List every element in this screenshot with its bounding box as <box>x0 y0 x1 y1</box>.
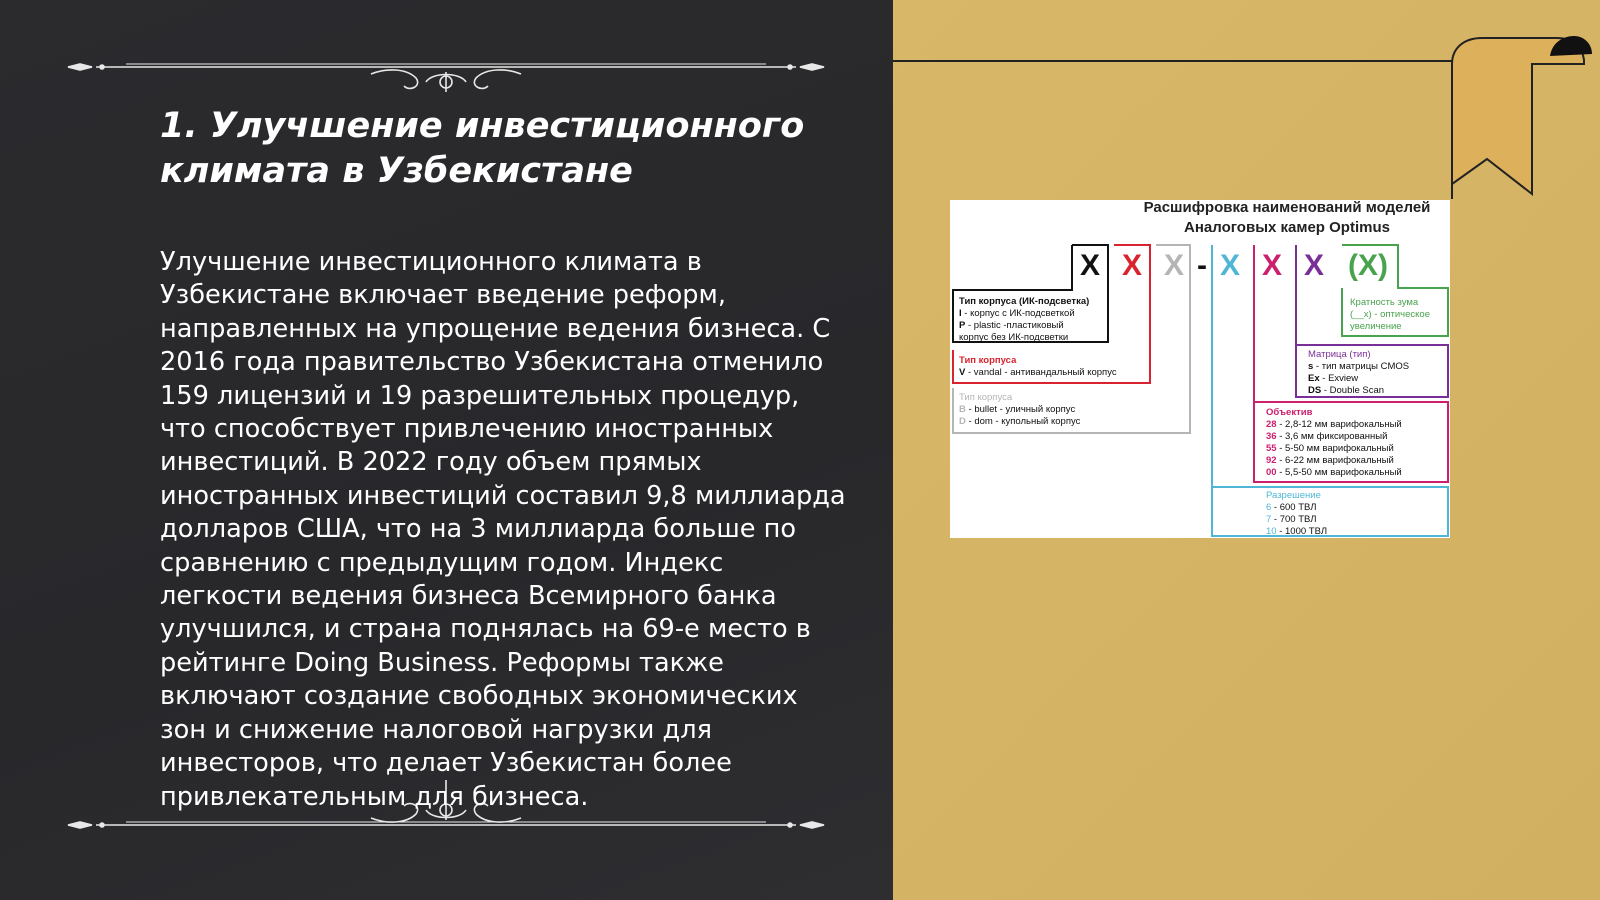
legend-shape-item: D - dom - купольный корпус <box>959 416 1081 427</box>
slide-body-text: Улучшение инвестиционного климата в Узбекистане включает введение реформ, направленных на упрощение ведения бизнеса. С 2016 года правительство Узбекистана отменило 159 лицензий и 19 разрешительных процедур, что способствует привлечению иностранных инвестиций. В 2022 году объем прямых иностранных инвестиций составил 9,8 миллиарда долларов США, что на 3 миллиарда больше по сравнению с предыдущим годом. Индекс легкости ведения бизнеса Всемирного банка улучшился, и страна поднялась на 69-е место в рейтинге Doing Business. Реформы также включают создание свободных экономических зон и снижение налоговой нагрузки для инвесторов, что делает Узбекистан более привлекательным для бизнеса. <box>160 247 846 812</box>
code-char-5: X <box>1261 249 1283 282</box>
code-char-2: X <box>1121 249 1143 282</box>
legend-lens-title: Объектив <box>1266 407 1313 418</box>
legend-lens-item: 36 - 3,6 мм фиксированный <box>1266 431 1388 442</box>
legend-resolution-item: 10 - 1000 ТВЛ <box>1266 526 1328 537</box>
legend-shape-title: Тип корпуса <box>959 392 1013 403</box>
legend-housing-ir-title: Тип корпуса (ИК-подсветка) <box>959 296 1090 307</box>
ornament-frame-top <box>66 42 826 92</box>
legend-matrix-item: Ex - Exview <box>1308 373 1359 384</box>
legend-zoom-item: увеличение <box>1350 321 1402 332</box>
legend-lens-item: 55 - 5-50 мм варифокальный <box>1266 443 1394 454</box>
legend-resolution-item: 7 - 700 ТВЛ <box>1266 514 1317 525</box>
legend-lens-item: 28 - 2,8-12 мм варифокальный <box>1266 419 1402 430</box>
code-dash: - <box>1197 249 1207 282</box>
code-char-4: X <box>1219 249 1241 282</box>
bookmark-ribbon <box>1432 34 1592 199</box>
legend-zoom-title: Кратность зума <box>1350 297 1419 308</box>
diagram-title-line2: Аналоговых камер Optimus <box>1184 219 1390 236</box>
camera-model-diagram <box>950 200 1450 538</box>
legend-housing-ir-item: корпус без ИК-подсветки <box>959 332 1069 343</box>
legend-vandal-item: V - vandal - антивандальный корпус <box>959 367 1117 378</box>
legend-resolution-item: 6 - 600 ТВЛ <box>1266 502 1317 513</box>
legend-lens-item: 00 - 5,5-50 мм варифокальный <box>1266 467 1402 478</box>
legend-matrix-item: DS - Double Scan <box>1308 385 1385 396</box>
code-char-7: (X) <box>1348 249 1388 282</box>
legend-zoom-item: (__x) - оптическое <box>1350 309 1430 320</box>
code-char-1: X <box>1079 249 1101 282</box>
legend-housing-ir-item: P - plastic -пластиковый <box>959 320 1064 331</box>
legend-matrix-title: Матрица (тип) <box>1308 349 1371 360</box>
legend-matrix-item: s - тип матрицы CMOS <box>1308 361 1410 372</box>
code-char-3: X <box>1163 249 1185 282</box>
header-rule <box>893 60 1453 62</box>
legend-housing-ir-item: I - корпус с ИК-подсветкой <box>959 308 1075 319</box>
code-char-6: X <box>1303 249 1325 282</box>
diagram-svg <box>950 200 1450 538</box>
legend-shape-item: B - bullet - уличный корпус <box>959 404 1076 415</box>
diagram-title-line1: Расшифровка наименований моделей <box>1143 200 1431 216</box>
slide-title: 1. Улучшение инвестиционного климата в Узбекистане <box>160 106 805 191</box>
legend-vandal-title: Тип корпуса <box>959 355 1017 366</box>
legend-lens-item: 92 - 6-22 мм варифокальный <box>1266 455 1394 466</box>
legend-resolution-title: Разрешение <box>1266 490 1321 501</box>
